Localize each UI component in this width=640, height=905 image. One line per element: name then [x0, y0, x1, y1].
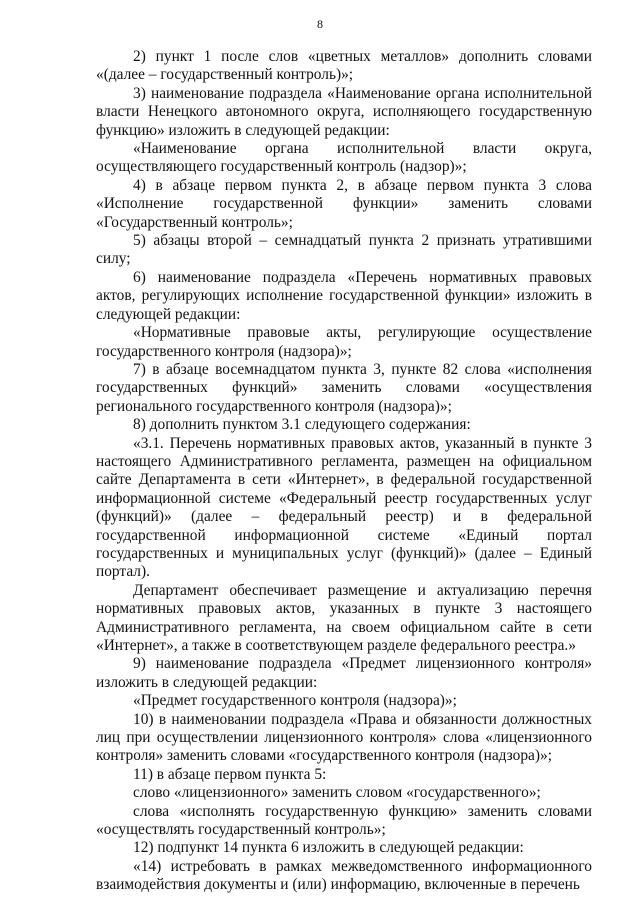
- paragraph: «3.1. Перечень нормативных правовых актов, указанный в пункте 3 настоящего Административного регламента, размещен на официальном сайте Департамента в сети «Интернет», в федеральной государственной информационной системе «Федеральный реестр государственных услуг (функций)» (далее – федеральный реестр) и в федеральной государственной информационной системе «Единый портал государственных и муниципальных услуг (функций)» (далее – Единый портал).: [96, 434, 592, 581]
- paragraph: 7) в абзаце восемнадцатом пункта 3, пункте 82 слова «исполнения государственных функций» заменить словами «осуществления регионального государственного контроля (надзора)»;: [96, 360, 592, 415]
- paragraph: слово «лицензионного» заменить словом «государственного»;: [133, 784, 541, 802]
- paragraph: «14) истребовать в рамках межведомственного информационного взаимодействия документы и (или) информацию, включенные в перечень: [96, 857, 592, 894]
- paragraph: 5) абзацы второй – семнадцатый пункта 2 признать утратившими силу;: [96, 232, 592, 268]
- paragraph: 6) наименование подраздела «Перечень нормативных правовых актов, регулирующих исполнение государственной функции» изложить в следующей редакции:: [96, 268, 592, 323]
- paragraph: 3) наименование подраздела «Наименование органа исполнительной власти Ненецкого автономного округа, исполняющего государственную функцию» изложить в следующей редакции:: [96, 84, 592, 139]
- paragraph: 9) наименование подраздела «Предмет лицензионного контроля» изложить в следующей редакции:: [96, 655, 592, 691]
- paragraph: 12) подпункт 14 пункта 6 изложить в следующей редакции:: [133, 839, 524, 857]
- paragraph: 4) в абзаце первом пункта 2, в абзаце первом пункта 3 слова «Исполнение государственной функции» заменить словами «Государственный контроль»;: [96, 176, 592, 231]
- paragraph: 11) в абзаце первом пункта 5:: [133, 765, 327, 783]
- page-number: 8: [317, 17, 323, 31]
- paragraph: «Нормативные правовые акты, регулирующие осуществление государственного контроля (надзора)»;: [96, 324, 592, 360]
- paragraph: слова «исполнять государственную функцию» заменить словами «осуществлять государственный контроль»;: [96, 802, 592, 839]
- paragraph: «Предмет государственного контроля (надзора)»;: [133, 692, 457, 710]
- paragraph: 8) дополнить пунктом 3.1 следующего содержания:: [133, 416, 471, 434]
- paragraph: 10) в наименовании подраздела «Права и обязанности должностных лиц при осуществлении лицензионного контроля» слова «лицензионного контроля» заменить словами «государственного контроля (надзора)»;: [96, 710, 592, 765]
- paragraph: 2) пункт 1 после слов «цветных металлов» дополнить словами «(далее – государственный контроль)»;: [96, 48, 592, 84]
- paragraph: Департамент обеспечивает размещение и актуализацию перечня нормативных правовых актов, указанных в пункте 3 настоящего Административного регламента, на своем официальном сайте в сети «Интернет», а также в соответствующем разделе федерального реестра.»: [96, 581, 592, 654]
- paragraph: «Наименование органа исполнительной власти округа, осуществляющего государственный контроль (надзор)»;: [96, 140, 592, 176]
- document-body: [96, 48, 592, 895]
